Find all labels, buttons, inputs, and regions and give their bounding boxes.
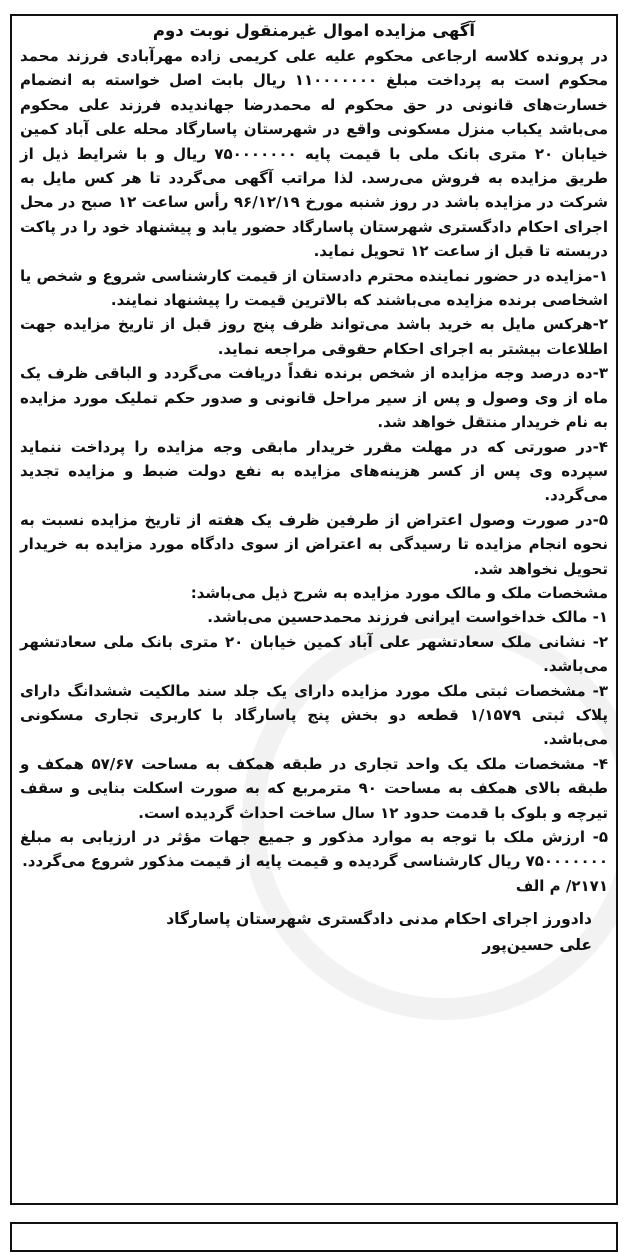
signature-title: دادورز اجرای احکام مدنی دادگستری شهرستان پاسارگاد: [166, 910, 592, 929]
notice-frame: [10, 14, 618, 1205]
property-item-4: ۴- مشخصات ملک یک واحد تجاری در طبقه همکف به مساحت ۵۷/۶۷ همکف و طبقه بالای همکف به مساحت ۹۰ مترمربع که به صورت اسکلت بنایی و سقف تیرچه و بلوک با قدمت حدود ۱۲ سال ساخت احداث گردیده است.: [20, 754, 608, 822]
property-item-5: ۵- ارزش ملک با توجه به موارد مذکور و جمیع جهات مؤثر در ارزیابی به مبلغ ۷۵۰۰۰۰۰۰۰ ریال کارشناسی گردیده و قیمت پایه از قیمت مذکور شروع می‌گردد.: [20, 828, 608, 871]
notice-body: [12, 16, 616, 958]
condition-3: ۳-ده درصد وجه مزایده از شخص برنده نقداً دریافت می‌گردد و الباقی ظرف یک ماه از وی وصول و پس از سیر مراحل قانونی و صدور حکم تملیک مورد مزایده به نام خریدار منتقل خواهد شد.: [20, 364, 608, 432]
condition-4: ۴-در صورتی که در مهلت مقرر خریدار مابقی وجه مزایده را پرداخت ننماید سپرده وی پس از کسر هزینه‌های مزایده به نفع دولت ضبط و مزایده تجدید می‌گردد.: [20, 437, 608, 505]
next-notice-frame: [10, 1222, 618, 1252]
property-item-2: ۲- نشانی ملک سعادتشهر علی آباد کمین خیابان ۲۰ متری بانک ملی سعادتشهر می‌باشد.: [20, 632, 608, 676]
property-item-3: ۳- مشخصات ثبتی ملک مورد مزایده دارای یک جلد سند مالکیت ششدانگ دارای پلاک ثبتی ۱/۱۵۷۹ قطعه دو بخش پنج پاسارگاد با کاربری تجاری مسکونی می‌باشد.: [20, 681, 608, 749]
signature-name: علی حسین‌پور: [482, 936, 592, 955]
condition-1: ۱-مزایده در حضور نماینده محترم دادستان از قیمت کارشناسی شروع و شخص یا اشخاصی برنده مزایده می‌باشند که بالاترین قیمت را پیشنهاد نمایند.: [20, 266, 608, 310]
condition-2: ۲-هرکس مایل به خرید باشد می‌تواند ظرف پنج روز قبل از تاریخ مزایده جهت اطلاعات بیشتر به اجرای احکام حقوقی مراجعه نماید.: [20, 315, 608, 358]
property-item-1: ۱- مالک خداخواست ایرانی فرزند محمدحسین می‌باشد.: [207, 608, 608, 627]
notice-intro: در پرونده کلاسه ارجاعی محکوم علیه علی کریمی زاده مهرآبادی فرزند محمد محکوم است به پرداخت مبلغ ۱۱۰۰۰۰۰۰۰ ریال بابت اصل خواسته به انضمام خسارت‌های قانونی در حق محکوم له محمدرضا جهاندیده فرزند علی محکوم می‌باشد یکباب منزل مسکونی واقع در شهرستان پاسارگاد محله علی آباد کمین خیابان ۲۰ متری بانک ملی با قیمت پایه ۷۵۰۰۰۰۰۰۰ ریال و با شرایط ذیل از طریق مزایده به فروش می‌رسد. لذا مراتب آگهی می‌گردد تا هر کس مایل به شرکت در مزایده باشد در روز شنبه مورخ ۹۶/۱۲/۱۹ رأس ساعت ۱۲ صبح در محل اجرای احکام دادگستری شهرستان پاسارگاد حضور یابد و پیشنهاد خود را در پاکت دربسته تا قبل از ساعت ۱۲ تحویل نماید.: [20, 47, 609, 261]
signature-block: [20, 906, 608, 958]
condition-5: ۵-در صورت وصول اعتراض از طرفین ظرف یک هفته از تاریخ مزایده نسبت به نحوه انجام مزایده تا رسیدگی به اعتراض از سوی دادگاه مورد مزایده به خریدار تحویل نخواهد شد.: [20, 510, 608, 578]
notice-title: آگهی مزایده اموال غیرمنقول نوبت دوم: [152, 21, 476, 40]
notice-code: ۲۱۷۱/ م الف: [515, 876, 608, 895]
property-heading: مشخصات ملک و مالک مورد مزایده به شرح ذیل می‌باشد:: [190, 583, 608, 602]
